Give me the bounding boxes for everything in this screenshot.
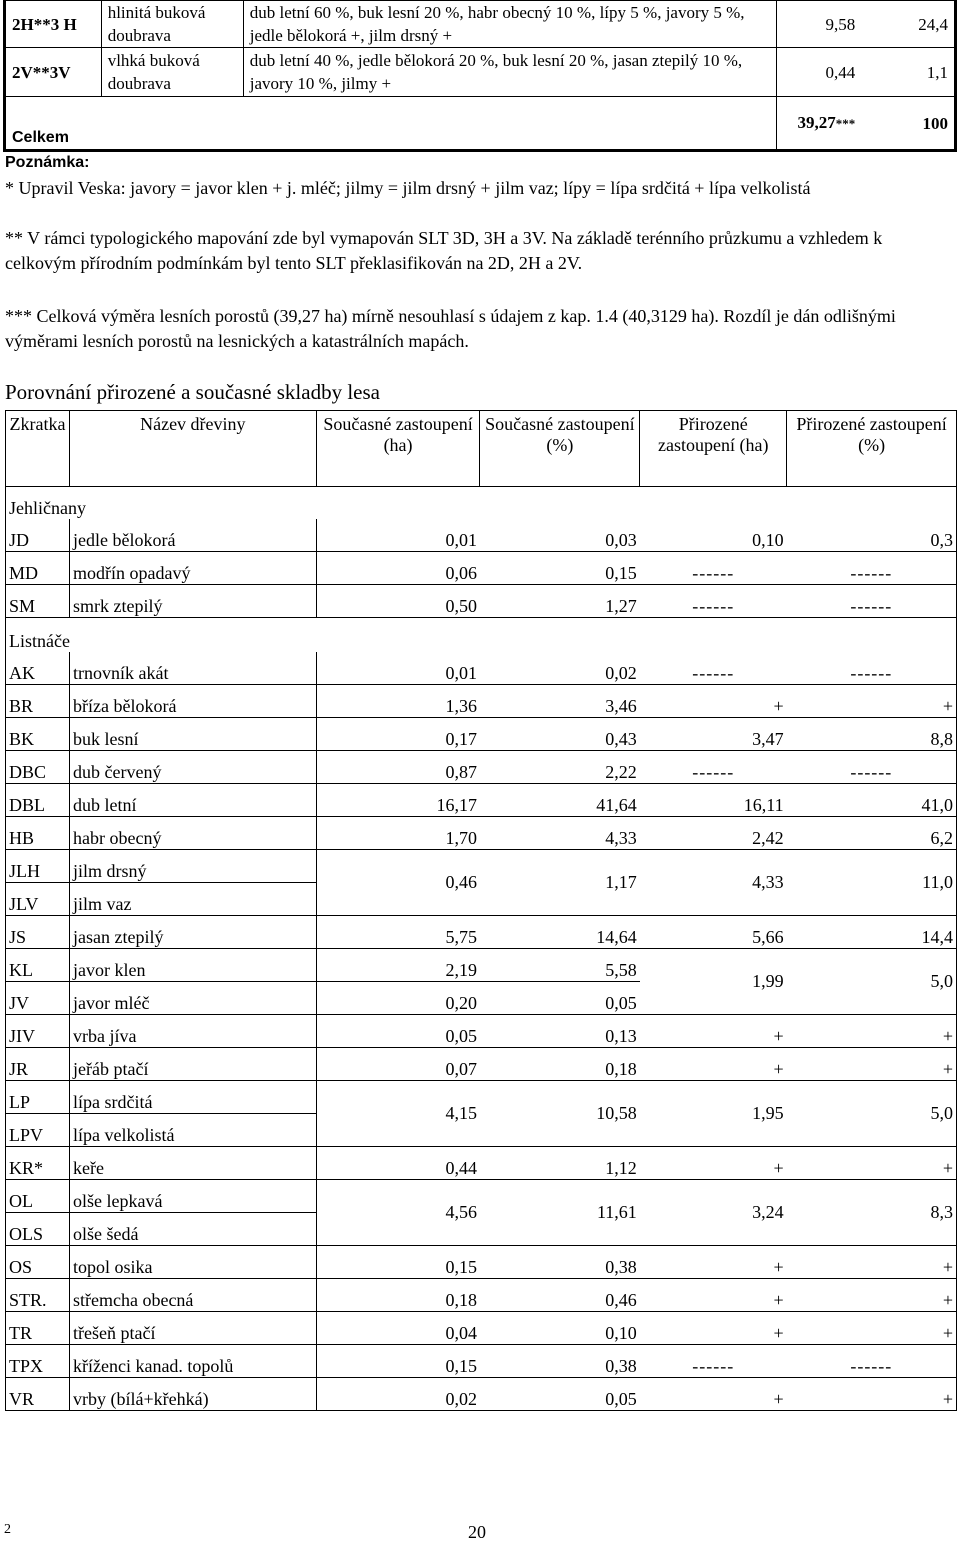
cell-name: střemcha obecná — [69, 1279, 316, 1312]
cell-forest: hlinitá buková doubrava — [101, 1, 243, 48]
notes-title: Poznámka: — [5, 154, 90, 171]
cell-name: jilm drsný — [69, 850, 316, 883]
cell-cur-ha: 0,06 — [316, 552, 480, 585]
cell-code: OL — [6, 1180, 70, 1213]
cell-name: jilm vaz — [69, 883, 316, 916]
cell-nat-pct: ------ — [787, 751, 957, 784]
cell-name: lípa velkolistá — [69, 1114, 316, 1147]
cell-name: jasan ztepilý — [69, 916, 316, 949]
header-nat-ha: Přirozené zastoupení (ha) — [640, 411, 787, 487]
cell-forest: vlhká buková doubrava — [101, 48, 243, 97]
note-2: ** V rámci typologického mapování zde byl vymapován SLT 3D, 3H a 3V. Na základě terénního průzkumu a vzhledem k celkovým přírodním podmínkám byl tento SLT překlasifikován na 2D, 2H a 2V. — [5, 228, 883, 273]
cell-cur-pct: 3,46 — [480, 685, 640, 718]
cell-cur-pct: 0,38 — [480, 1246, 640, 1279]
cell-code: JLV — [6, 883, 70, 916]
comparison-title: Porovnání přirozené a současné skladby lesa — [5, 380, 380, 404]
table-row — [6, 1147, 957, 1180]
cell-nat-pct: + — [787, 1048, 957, 1081]
cell-nat-pct: ------ — [787, 1345, 957, 1378]
cell-nat-pct: ------ — [787, 552, 957, 585]
table-row — [6, 817, 957, 850]
total-area-value: 39,27 — [797, 113, 836, 132]
cell-cur-ha: 16,17 — [316, 784, 480, 817]
cell-cur-pct: 0,13 — [480, 1015, 640, 1048]
cell-code: JS — [6, 916, 70, 949]
cell-name: olše šedá — [69, 1213, 316, 1246]
cell-nat-pct: + — [787, 1015, 957, 1048]
cell-composition: dub letní 60 %, buk lesní 20 %, habr obecný 10 %, lípy 5 %, javory 5 %, jedle bělokorá +, jilm drsný + — [243, 1, 776, 48]
cell-nat-ha: 16,11 — [640, 784, 787, 817]
broadleaves-body — [6, 652, 957, 1411]
cell-pct: 1,1 — [861, 48, 955, 97]
cell-name: smrk ztepilý — [69, 585, 316, 618]
cell-nat-ha: + — [640, 685, 787, 718]
cell-nat-pct: + — [787, 685, 957, 718]
cell-nat-ha: 2,42 — [640, 817, 787, 850]
cell-cur-pct: 0,43 — [480, 718, 640, 751]
table-row — [5, 48, 956, 97]
cell-nat-pct: + — [787, 1246, 957, 1279]
table-row — [6, 652, 957, 685]
cell-nat-pct: 5,0 — [787, 1081, 957, 1147]
header-name: Název dřeviny — [69, 411, 316, 487]
table-row — [6, 949, 957, 982]
cell-nat-pct: 11,0 — [787, 850, 957, 916]
cell-nat-pct: ------ — [787, 585, 957, 618]
total-row — [5, 97, 956, 151]
cell-name: jeřáb ptačí — [69, 1048, 316, 1081]
table-row — [6, 718, 957, 751]
cell-nat-ha: + — [640, 1015, 787, 1048]
cell-cur-pct: 4,33 — [480, 817, 640, 850]
table-row — [6, 1345, 957, 1378]
total-area-mark: *** — [835, 116, 856, 131]
cell-nat-ha: + — [640, 1279, 787, 1312]
note-3: *** Celková výměra lesních porostů (39,27 ha) mírně nesouhlasí s údajem z kap. 1.4 (40,3129 ha). Rozdíl je dán odlišnými výměrami lesních porostů na lesnických a katastrálních mapách. — [5, 306, 896, 351]
group-row — [6, 487, 957, 520]
cell-name: topol osika — [69, 1246, 316, 1279]
cell-area: 0,44 — [776, 48, 861, 97]
table-row — [6, 916, 957, 949]
cell-cur-ha: 0,44 — [316, 1147, 480, 1180]
cell-name: keře — [69, 1147, 316, 1180]
cell-nat-pct: + — [787, 1279, 957, 1312]
cell-cur-pct: 2,22 — [480, 751, 640, 784]
cell-name: habr obecný — [69, 817, 316, 850]
cell-nat-ha: 5,66 — [640, 916, 787, 949]
cell-cur-ha: 4,15 — [316, 1081, 480, 1147]
cell-name: jedle bělokorá — [69, 519, 316, 552]
cell-name: dub červený — [69, 751, 316, 784]
header-row — [6, 411, 957, 487]
cell-nat-ha: 3,24 — [640, 1180, 787, 1246]
cell-cur-pct: 11,61 — [480, 1180, 640, 1246]
cell-cur-pct: 1,27 — [480, 585, 640, 618]
cell-cur-pct: 0,02 — [480, 652, 640, 685]
cell-cur-pct: 0,10 — [480, 1312, 640, 1345]
cell-cur-pct: 0,03 — [480, 519, 640, 552]
cell-code: MD — [6, 552, 70, 585]
table-row — [6, 751, 957, 784]
cell-nat-ha: + — [640, 1147, 787, 1180]
header-cur-ha: Současné zastoupení (ha) — [316, 411, 480, 487]
cell-composition: dub letní 40 %, jedle bělokorá 20 %, buk lesní 20 %, jasan ztepilý 10 %, javory 10 %, jilmy + — [243, 48, 776, 97]
cell-cur-ha: 0,15 — [316, 1246, 480, 1279]
cell-nat-ha: 4,33 — [640, 850, 787, 916]
table-row — [6, 1015, 957, 1048]
cell-nat-pct: ------ — [787, 652, 957, 685]
header-nat-pct: Přirozené zastoupení (%) — [787, 411, 957, 487]
cell-cur-pct: 0,38 — [480, 1345, 640, 1378]
cell-cur-pct: 0,05 — [480, 1378, 640, 1411]
table-row — [6, 1048, 957, 1081]
cell-nat-pct: + — [787, 1378, 957, 1411]
corner-mark: 2 — [4, 1522, 11, 1537]
cell-cur-ha: 0,18 — [316, 1279, 480, 1312]
table-row — [6, 585, 957, 618]
comparison-table — [5, 410, 957, 1411]
cell-name: olše lepkavá — [69, 1180, 316, 1213]
cell-cur-ha: 0,15 — [316, 1345, 480, 1378]
cell-code: KR* — [6, 1147, 70, 1180]
header-code: Zkratka — [6, 411, 70, 487]
cell-code: OS — [6, 1246, 70, 1279]
cell-pct: 24,4 — [861, 1, 955, 48]
cell-code: LP — [6, 1081, 70, 1114]
table-row — [6, 552, 957, 585]
cell-name: javor mléč — [69, 982, 316, 1015]
cell-code: HB — [6, 817, 70, 850]
cell-code: 2V**3V — [5, 48, 102, 97]
cell-cur-ha: 0,87 — [316, 751, 480, 784]
cell-cur-ha: 0,20 — [316, 982, 480, 1015]
cell-cur-pct: 0,46 — [480, 1279, 640, 1312]
cell-cur-pct: 1,17 — [480, 850, 640, 916]
cell-name: trnovník akát — [69, 652, 316, 685]
cell-cur-ha: 5,75 — [316, 916, 480, 949]
table-row — [6, 1378, 957, 1411]
cell-cur-pct: 41,64 — [480, 784, 640, 817]
cell-code: JV — [6, 982, 70, 1015]
cell-code: SM — [6, 585, 70, 618]
cell-name: vrby (bílá+křehká) — [69, 1378, 316, 1411]
cell-cur-ha: 0,01 — [316, 519, 480, 552]
cell-nat-ha: + — [640, 1312, 787, 1345]
table-row — [6, 1081, 957, 1114]
cell-cur-ha: 0,46 — [316, 850, 480, 916]
table-row — [6, 850, 957, 883]
cell-cur-pct: 0,05 — [480, 982, 640, 1015]
total-area — [776, 97, 861, 151]
cell-name: kříženci kanad. topolů — [69, 1345, 316, 1378]
group-row — [6, 618, 957, 653]
cell-cur-ha: 1,36 — [316, 685, 480, 718]
cell-nat-pct: 41,0 — [787, 784, 957, 817]
cell-code: STR. — [6, 1279, 70, 1312]
cell-nat-ha: ------ — [640, 585, 787, 618]
cell-code: DBL — [6, 784, 70, 817]
cell-cur-ha: 0,07 — [316, 1048, 480, 1081]
cell-cur-ha: 2,19 — [316, 949, 480, 982]
cell-name: modřín opadavý — [69, 552, 316, 585]
cell-nat-ha: + — [640, 1246, 787, 1279]
cell-cur-ha: 0,50 — [316, 585, 480, 618]
cell-cur-ha: 0,01 — [316, 652, 480, 685]
cell-name: lípa srdčitá — [69, 1081, 316, 1114]
table-row — [6, 1180, 957, 1213]
cell-nat-ha: 1,99 — [640, 949, 787, 1015]
cell-name: javor klen — [69, 949, 316, 982]
forest-types-table — [3, 0, 957, 152]
note-1: * Upravil Veska: javory = javor klen + j. mléč; jilmy = jilm drsný + jilm vaz; lípy = lípa srdčitá + lípa velkolistá — [5, 178, 811, 198]
cell-area: 9,58 — [776, 1, 861, 48]
cell-code: TPX — [6, 1345, 70, 1378]
cell-nat-pct: 8,3 — [787, 1180, 957, 1246]
cell-cur-pct: 0,18 — [480, 1048, 640, 1081]
cell-name: buk lesní — [69, 718, 316, 751]
cell-cur-pct: 10,58 — [480, 1081, 640, 1147]
table-row — [6, 519, 957, 552]
group-conifers: Jehličnany — [6, 487, 957, 520]
cell-nat-ha: 0,10 — [640, 519, 787, 552]
cell-nat-pct: + — [787, 1147, 957, 1180]
total-label: Celkem — [5, 97, 777, 151]
cell-code: 2H**3 H — [5, 1, 102, 48]
cell-code: JLH — [6, 850, 70, 883]
cell-code: DBC — [6, 751, 70, 784]
header-cur-pct: Současné zastoupení (%) — [480, 411, 640, 487]
cell-code: BR — [6, 685, 70, 718]
cell-nat-pct: 14,4 — [787, 916, 957, 949]
cell-nat-ha: 3,47 — [640, 718, 787, 751]
cell-code: OLS — [6, 1213, 70, 1246]
cell-code: AK — [6, 652, 70, 685]
cell-cur-ha: 0,17 — [316, 718, 480, 751]
cell-code: JR — [6, 1048, 70, 1081]
group-broadleaves: Listnáče — [6, 618, 957, 653]
cell-name: dub letní — [69, 784, 316, 817]
cell-nat-ha: + — [640, 1048, 787, 1081]
table-row — [6, 1246, 957, 1279]
cell-code: BK — [6, 718, 70, 751]
cell-nat-ha: 1,95 — [640, 1081, 787, 1147]
table-row — [6, 1312, 957, 1345]
cell-nat-pct: 6,2 — [787, 817, 957, 850]
cell-nat-pct: 8,8 — [787, 718, 957, 751]
page-number: 20 — [468, 1522, 486, 1542]
cell-code: JIV — [6, 1015, 70, 1048]
cell-cur-ha: 1,70 — [316, 817, 480, 850]
cell-code: KL — [6, 949, 70, 982]
cell-nat-ha: ------ — [640, 1345, 787, 1378]
cell-nat-ha: ------ — [640, 552, 787, 585]
cell-cur-ha: 0,04 — [316, 1312, 480, 1345]
table-row — [6, 685, 957, 718]
cell-cur-pct: 0,15 — [480, 552, 640, 585]
cell-cur-pct: 14,64 — [480, 916, 640, 949]
table-row — [5, 1, 956, 48]
cell-code: VR — [6, 1378, 70, 1411]
cell-code: JD — [6, 519, 70, 552]
cell-nat-ha: + — [640, 1378, 787, 1411]
cell-cur-pct: 5,58 — [480, 949, 640, 982]
cell-code: TR — [6, 1312, 70, 1345]
cell-name: bříza bělokorá — [69, 685, 316, 718]
cell-name: vrba jíva — [69, 1015, 316, 1048]
total-pct: 100 — [861, 97, 955, 151]
cell-nat-pct: + — [787, 1312, 957, 1345]
table-row — [6, 1279, 957, 1312]
cell-cur-ha: 0,05 — [316, 1015, 480, 1048]
cell-name: třešeň ptačí — [69, 1312, 316, 1345]
cell-nat-ha: ------ — [640, 751, 787, 784]
cell-nat-ha: ------ — [640, 652, 787, 685]
cell-code: LPV — [6, 1114, 70, 1147]
cell-nat-pct: 5,0 — [787, 949, 957, 1015]
table-row — [6, 784, 957, 817]
cell-cur-ha: 0,02 — [316, 1378, 480, 1411]
cell-cur-pct: 1,12 — [480, 1147, 640, 1180]
cell-cur-ha: 4,56 — [316, 1180, 480, 1246]
cell-nat-pct: 0,3 — [787, 519, 957, 552]
